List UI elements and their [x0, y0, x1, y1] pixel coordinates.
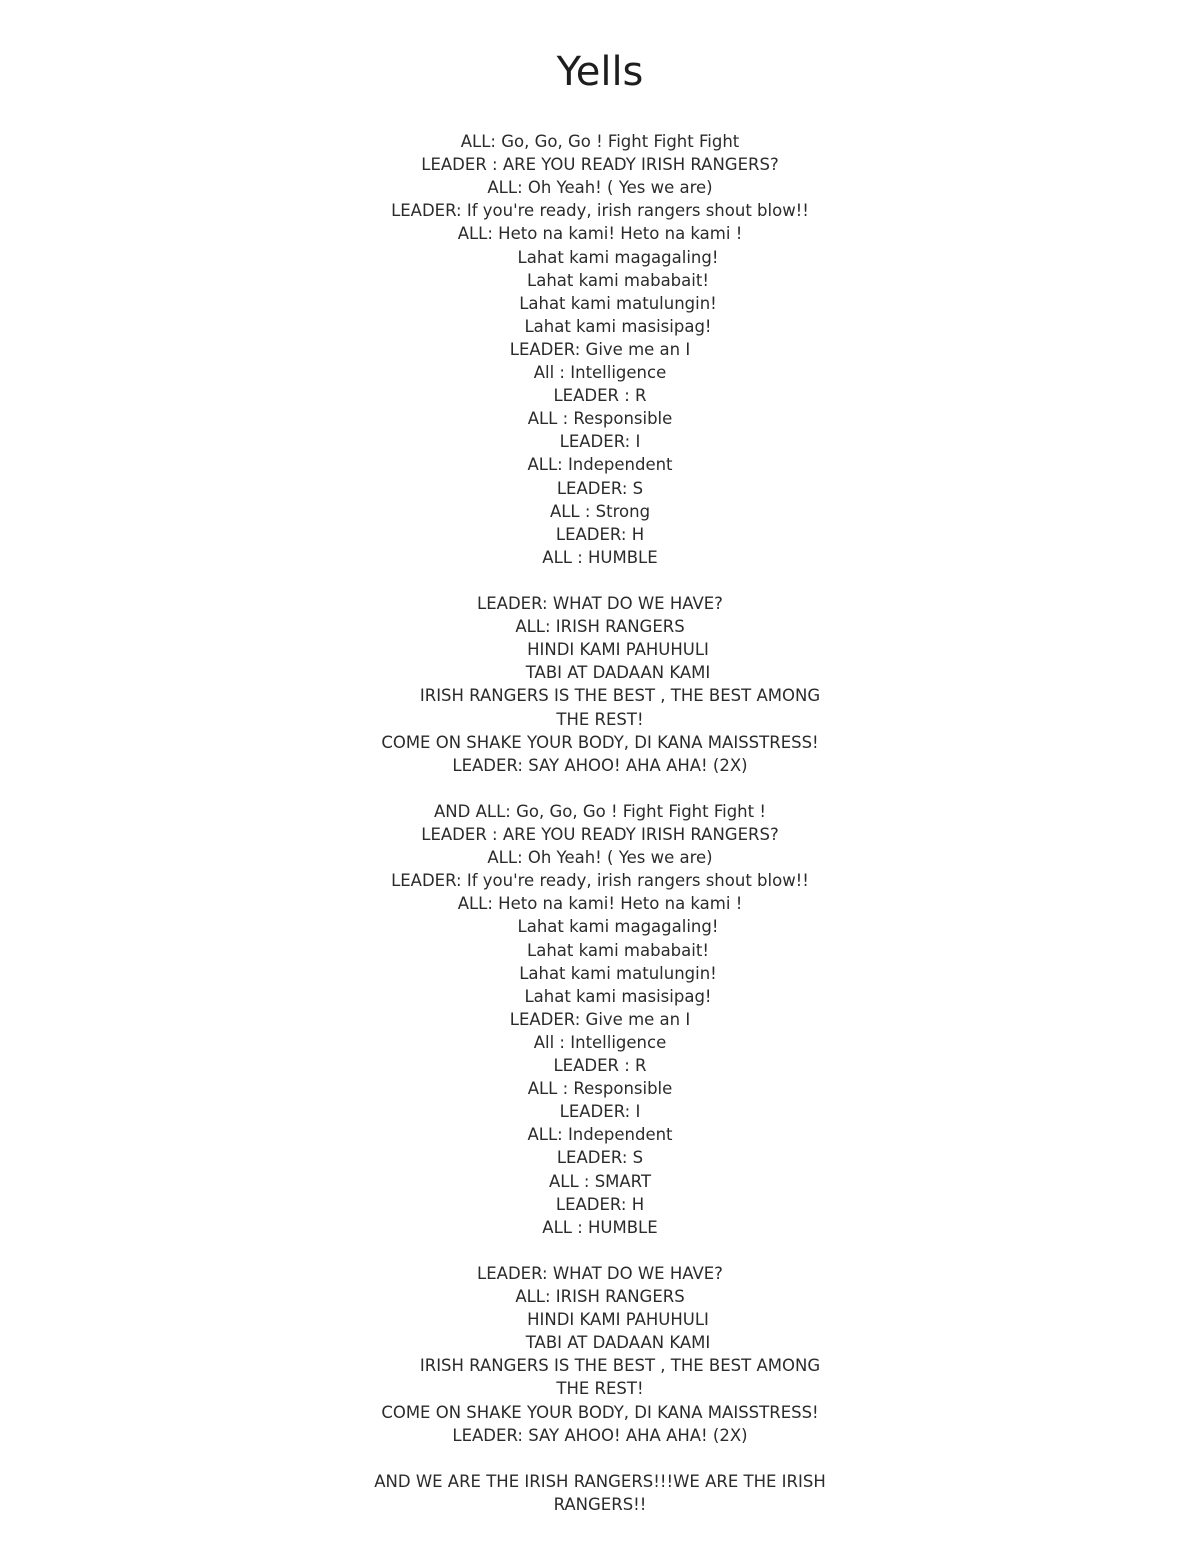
yell-line: ALL : Strong — [549, 501, 651, 521]
yell-line: COME ON SHAKE YOUR BODY, DI KANA MAISSTRESS! — [381, 732, 819, 752]
yell-line: Lahat kami masisipag! — [524, 316, 712, 336]
yell-line: LEADER: Give me an I — [509, 339, 691, 359]
yell-line: IRISH RANGERS IS THE BEST , THE BEST AMONG — [419, 1356, 821, 1376]
yell-line: ALL: Oh Yeah! ( Yes we are) — [487, 848, 713, 868]
yell-line: Lahat kami mababait! — [527, 270, 709, 290]
yell-line: ALL : Responsible — [527, 1079, 673, 1099]
page-title: Yells — [556, 49, 644, 95]
yell-line: THE REST! — [556, 709, 644, 729]
yell-line: LEADER: S — [556, 478, 644, 498]
yell-line: Lahat kami mababait! — [527, 940, 709, 960]
yell-line: LEADER: I — [559, 1102, 641, 1122]
yell-line: RANGERS!! — [553, 1494, 647, 1514]
yell-line: ALL: IRISH RANGERS — [515, 1287, 685, 1306]
yell-line: ALL : HUMBLE — [542, 1217, 658, 1237]
yell-line: LEADER: WHAT DO WE HAVE? — [477, 594, 723, 613]
yell-line: LEADER: SAY AHOO! AHA AHA! (2X) — [452, 755, 748, 775]
yell-line: ALL: Independent — [527, 455, 673, 475]
yell-line: HINDI KAMI PAHUHULI — [527, 1310, 709, 1330]
yell-line: ALL : Responsible — [527, 409, 673, 429]
yell-line: Lahat kami masisipag! — [524, 986, 712, 1006]
yell-line: LEADER: I — [559, 432, 641, 452]
yell-line: Lahat kami magagaling! — [517, 917, 719, 937]
yell-line: IRISH RANGERS IS THE BEST , THE BEST AMONG — [419, 686, 821, 706]
yell-line: ALL: Heto na kami! Heto na kami ! — [457, 894, 743, 914]
yell-line: ALL : SMART — [548, 1171, 652, 1191]
yell-line: LEADER: H — [555, 1194, 645, 1214]
yell-line: LEADER : R — [553, 386, 647, 406]
yell-line: LEADER : ARE YOU READY IRISH RANGERS? — [421, 155, 779, 175]
yell-line: LEADER : R — [553, 1056, 647, 1075]
yell-line: HINDI KAMI PAHUHULI — [527, 640, 709, 660]
yell-line: Lahat kami matulungin! — [519, 293, 717, 313]
yell-line: LEADER: If you're ready, irish rangers shout blow!! — [391, 201, 809, 221]
yell-line: All : Intelligence — [533, 363, 667, 382]
yell-line: LEADER: S — [556, 1148, 644, 1168]
yell-line: LEADER: SAY AHOO! AHA AHA! (2X) — [452, 1425, 748, 1445]
yell-line: AND WE ARE THE IRISH RANGERS!!!WE ARE THE IRISH — [374, 1471, 826, 1491]
yell-line: LEADER: H — [555, 524, 645, 544]
yell-line: AND ALL: Go, Go, Go ! Fight Fight Fight ! — [434, 801, 766, 821]
yell-line: Lahat kami matulungin! — [519, 963, 717, 983]
yell-line: ALL : HUMBLE — [542, 547, 658, 567]
yell-line: LEADER : ARE YOU READY IRISH RANGERS? — [421, 825, 779, 844]
yell-line: Lahat kami magagaling! — [517, 247, 719, 267]
yell-line: All : Intelligence — [533, 1032, 667, 1052]
yell-line: LEADER: WHAT DO WE HAVE? — [477, 1263, 723, 1283]
yell-line: ALL: Heto na kami! Heto na kami ! — [457, 224, 743, 244]
yell-line: THE REST! — [556, 1379, 644, 1399]
yell-line: COME ON SHAKE YOUR BODY, DI KANA MAISSTRESS! — [381, 1402, 819, 1422]
yell-line: ALL: IRISH RANGERS — [515, 617, 685, 637]
yell-line: TABI AT DADAAN KAMI — [525, 663, 711, 683]
yell-line: ALL: Independent — [527, 1125, 673, 1145]
yell-line: ALL: Go, Go, Go ! Fight Fight Fight — [460, 132, 740, 151]
yell-line: TABI AT DADAAN KAMI — [525, 1333, 711, 1353]
yell-line: LEADER: Give me an I — [509, 1009, 691, 1029]
yell-line: LEADER: If you're ready, irish rangers shout blow!! — [391, 871, 809, 891]
yell-line: ALL: Oh Yeah! ( Yes we are) — [487, 178, 713, 198]
